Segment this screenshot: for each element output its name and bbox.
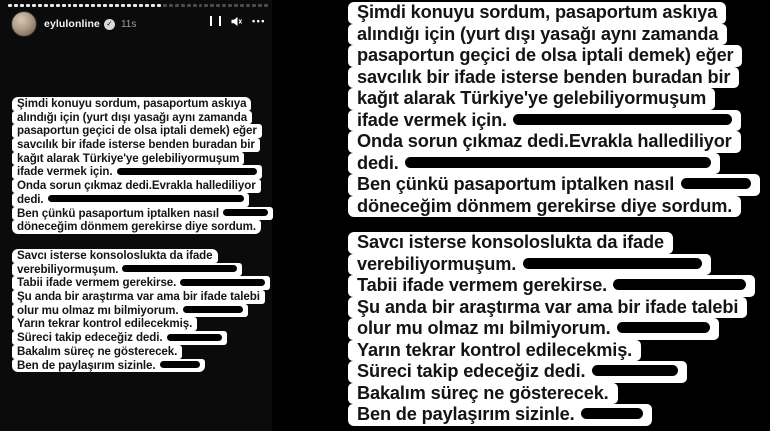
redaction-bar xyxy=(405,157,711,168)
story-text: alındığı için (yurt dışı yasağı aynı zamanda xyxy=(17,110,248,124)
story-text-line xyxy=(12,328,270,345)
story-text: Ben çünkü pasaportum iptalken nasıl xyxy=(17,206,220,220)
progress-segment xyxy=(50,4,54,7)
story-text: Bakalım süreç ne gösterecek. xyxy=(17,344,178,358)
story-text-line xyxy=(348,254,755,276)
story-text-line xyxy=(348,174,760,196)
story-text-line xyxy=(12,121,273,138)
story-text-line xyxy=(12,94,273,108)
story-text-line xyxy=(12,217,273,234)
story-text-line xyxy=(348,318,755,340)
progress-segment xyxy=(151,4,155,7)
story-progress-bar xyxy=(8,4,268,7)
story-text-line xyxy=(12,301,270,315)
story-text: verebiliyormuşum. xyxy=(357,253,517,274)
story-text: Şu anda bir araştırma var ama bir ifade talebi xyxy=(357,296,739,317)
redaction-bar xyxy=(48,195,244,202)
story-text: kağıt alarak Türkiye'ye gelebiliyormuşum xyxy=(17,151,240,165)
story-text: ifade vermek için. xyxy=(357,109,507,130)
story-text: dedi. xyxy=(357,152,399,173)
progress-segment xyxy=(121,4,125,7)
progress-segment xyxy=(157,4,161,7)
redaction-bar xyxy=(581,408,643,419)
progress-segment xyxy=(8,4,12,7)
story-view xyxy=(0,0,272,431)
progress-segment xyxy=(228,4,232,7)
progress-segment xyxy=(181,4,185,7)
story-text: ifade vermek için. xyxy=(17,165,113,179)
story-text-line xyxy=(348,297,755,319)
progress-segment xyxy=(115,4,119,7)
story-text-line xyxy=(348,110,760,132)
progress-segment xyxy=(264,4,268,7)
story-text-line xyxy=(12,342,270,356)
story-text-line xyxy=(348,383,755,405)
redaction-bar xyxy=(183,306,243,313)
story-text: Savcı isterse konsoloslukta da ifade xyxy=(17,249,213,262)
progress-segment xyxy=(26,4,30,7)
story-text-line xyxy=(348,153,760,175)
progress-segment xyxy=(210,4,214,7)
story-text-line xyxy=(348,2,760,24)
pause-icon[interactable] xyxy=(210,16,221,26)
story-text: döneceğim dönmem gerekirse diye sordum. xyxy=(357,195,733,216)
progress-segment xyxy=(79,4,83,7)
progress-segment xyxy=(204,4,208,7)
progress-segment xyxy=(234,4,238,7)
username[interactable]: eylulonline xyxy=(44,18,100,30)
avatar[interactable] xyxy=(12,12,36,36)
progress-segment xyxy=(38,4,42,7)
story-text: Ben çünkü pasaportum iptalken nasıl xyxy=(357,174,675,194)
story-text-line xyxy=(348,404,755,426)
redaction-bar xyxy=(223,209,268,216)
redaction-bar xyxy=(592,365,678,376)
redaction-bar xyxy=(160,361,200,368)
zoomed-text-block-1 xyxy=(348,2,760,217)
redaction-bar xyxy=(617,322,711,333)
story-text-line xyxy=(12,287,270,304)
zoomed-text-block-2 xyxy=(348,232,755,426)
redaction-bar xyxy=(681,178,751,189)
story-text: döneceğim dönmem gerekirse diye sordum. xyxy=(17,220,256,234)
story-text: Şu anda bir araştırma var ama bir ifade talebi xyxy=(17,290,260,304)
progress-segment xyxy=(62,4,66,7)
progress-segment xyxy=(145,4,149,7)
story-text: Tabii ifade vermem gerekirse. xyxy=(357,275,608,295)
story-text-block-1 xyxy=(12,94,273,234)
story-text-line xyxy=(12,246,270,260)
progress-segment xyxy=(175,4,179,7)
story-text: dedi. xyxy=(17,192,44,206)
story-text-line xyxy=(12,260,270,274)
redaction-bar xyxy=(122,265,237,272)
story-text: Onda sorun çıkmaz dedi.Evrakla hallediliyor xyxy=(357,131,732,151)
redaction-bar xyxy=(513,114,731,125)
progress-segment xyxy=(68,4,72,7)
story-controls xyxy=(210,15,266,27)
story-text-line xyxy=(348,88,760,110)
story-text-line xyxy=(12,176,273,193)
story-text-line xyxy=(12,149,273,163)
story-text-line xyxy=(12,356,270,370)
progress-segment xyxy=(109,4,113,7)
story-text: Tabii ifade vermem gerekirse. xyxy=(17,276,177,290)
story-text: Savcı isterse konsoloslukta da ifade xyxy=(357,232,664,252)
story-text-line xyxy=(348,67,760,89)
redaction-bar xyxy=(117,168,257,175)
story-text-line xyxy=(12,273,270,290)
progress-segment xyxy=(133,4,137,7)
progress-segment xyxy=(103,4,107,7)
progress-segment xyxy=(163,4,167,7)
redaction-bar xyxy=(167,334,222,341)
redaction-bar xyxy=(613,279,746,290)
progress-segment xyxy=(85,4,89,7)
progress-segment xyxy=(222,4,226,7)
progress-segment xyxy=(32,4,36,7)
story-text-line xyxy=(12,135,273,152)
progress-segment xyxy=(14,4,18,7)
story-text: olur mu olmaz mı bilmiyorum. xyxy=(357,318,611,338)
story-text: Yarın tekrar kontrol edilecekmiş. xyxy=(17,317,193,331)
progress-segment xyxy=(139,4,143,7)
redaction-bar xyxy=(180,279,265,286)
progress-segment xyxy=(56,4,60,7)
story-header xyxy=(12,12,136,36)
story-text-line xyxy=(348,131,760,153)
story-text: Yarın tekrar kontrol edilecekmiş. xyxy=(357,339,633,360)
story-text: savcılık bir ifade isterse benden buradan bir xyxy=(357,66,731,87)
story-text-line xyxy=(12,108,273,122)
progress-segment xyxy=(44,4,48,7)
story-text-line xyxy=(12,204,273,218)
story-text: Onda sorun çıkmaz dedi.Evrakla hallediliyor xyxy=(17,179,256,193)
progress-segment xyxy=(193,4,197,7)
story-timestamp: 11s xyxy=(120,18,137,30)
progress-segment xyxy=(187,4,191,7)
progress-segment xyxy=(20,4,24,7)
story-text: Süreci takip edeceğiz dedi. xyxy=(17,331,163,345)
story-text-block-2 xyxy=(12,246,270,372)
story-text-line xyxy=(348,24,760,46)
progress-segment xyxy=(216,4,220,7)
story-text-line xyxy=(12,190,273,204)
progress-segment xyxy=(91,4,95,7)
verified-badge-icon: ✓ xyxy=(104,19,115,30)
story-text-line xyxy=(348,196,760,218)
story-text: pasaportun geçici de olsa iptali demek) eğer xyxy=(17,124,257,138)
story-text: Bakalım süreç ne gösterecek. xyxy=(357,382,609,403)
redaction-bar xyxy=(523,258,702,269)
story-text-line xyxy=(348,45,760,67)
story-text: Ben de paylaşırım sizinle. xyxy=(357,404,575,424)
story-text: Şimdi konuyu sordum, pasaportum askıya xyxy=(17,97,247,110)
story-text-line xyxy=(348,232,755,254)
story-text-line xyxy=(348,340,755,362)
story-text: pasaportun geçici de olsa iptali demek) eğer xyxy=(357,45,734,65)
story-zoomed-crop xyxy=(340,0,770,431)
progress-segment xyxy=(252,4,256,7)
progress-segment xyxy=(169,4,173,7)
story-text: verebiliyormuşum. xyxy=(17,262,119,276)
story-text: Süreci takip edeceğiz dedi. xyxy=(357,361,586,381)
story-text: kağıt alarak Türkiye'ye gelebiliyormuşum xyxy=(357,88,707,108)
progress-segment xyxy=(73,4,77,7)
story-text: alındığı için (yurt dışı yasağı aynı zamanda xyxy=(357,23,719,44)
progress-segment xyxy=(127,4,131,7)
progress-segment xyxy=(258,4,262,7)
progress-segment xyxy=(246,4,250,7)
story-text: savcılık bir ifade isterse benden buradan bir xyxy=(17,138,255,152)
speaker-muted-icon[interactable] xyxy=(231,16,242,27)
story-text: Ben de paylaşırım sizinle. xyxy=(17,358,156,372)
story-text-line xyxy=(348,361,755,383)
progress-segment xyxy=(199,4,203,7)
progress-segment xyxy=(240,4,244,7)
story-text-line xyxy=(348,275,755,297)
progress-segment xyxy=(97,4,101,7)
story-text: olur mu olmaz mı bilmiyorum. xyxy=(17,303,179,317)
story-text-line xyxy=(12,162,273,179)
story-text: Şimdi konuyu sordum, pasaportum askıya xyxy=(357,2,718,22)
more-options-icon[interactable]: ••• xyxy=(252,15,266,26)
